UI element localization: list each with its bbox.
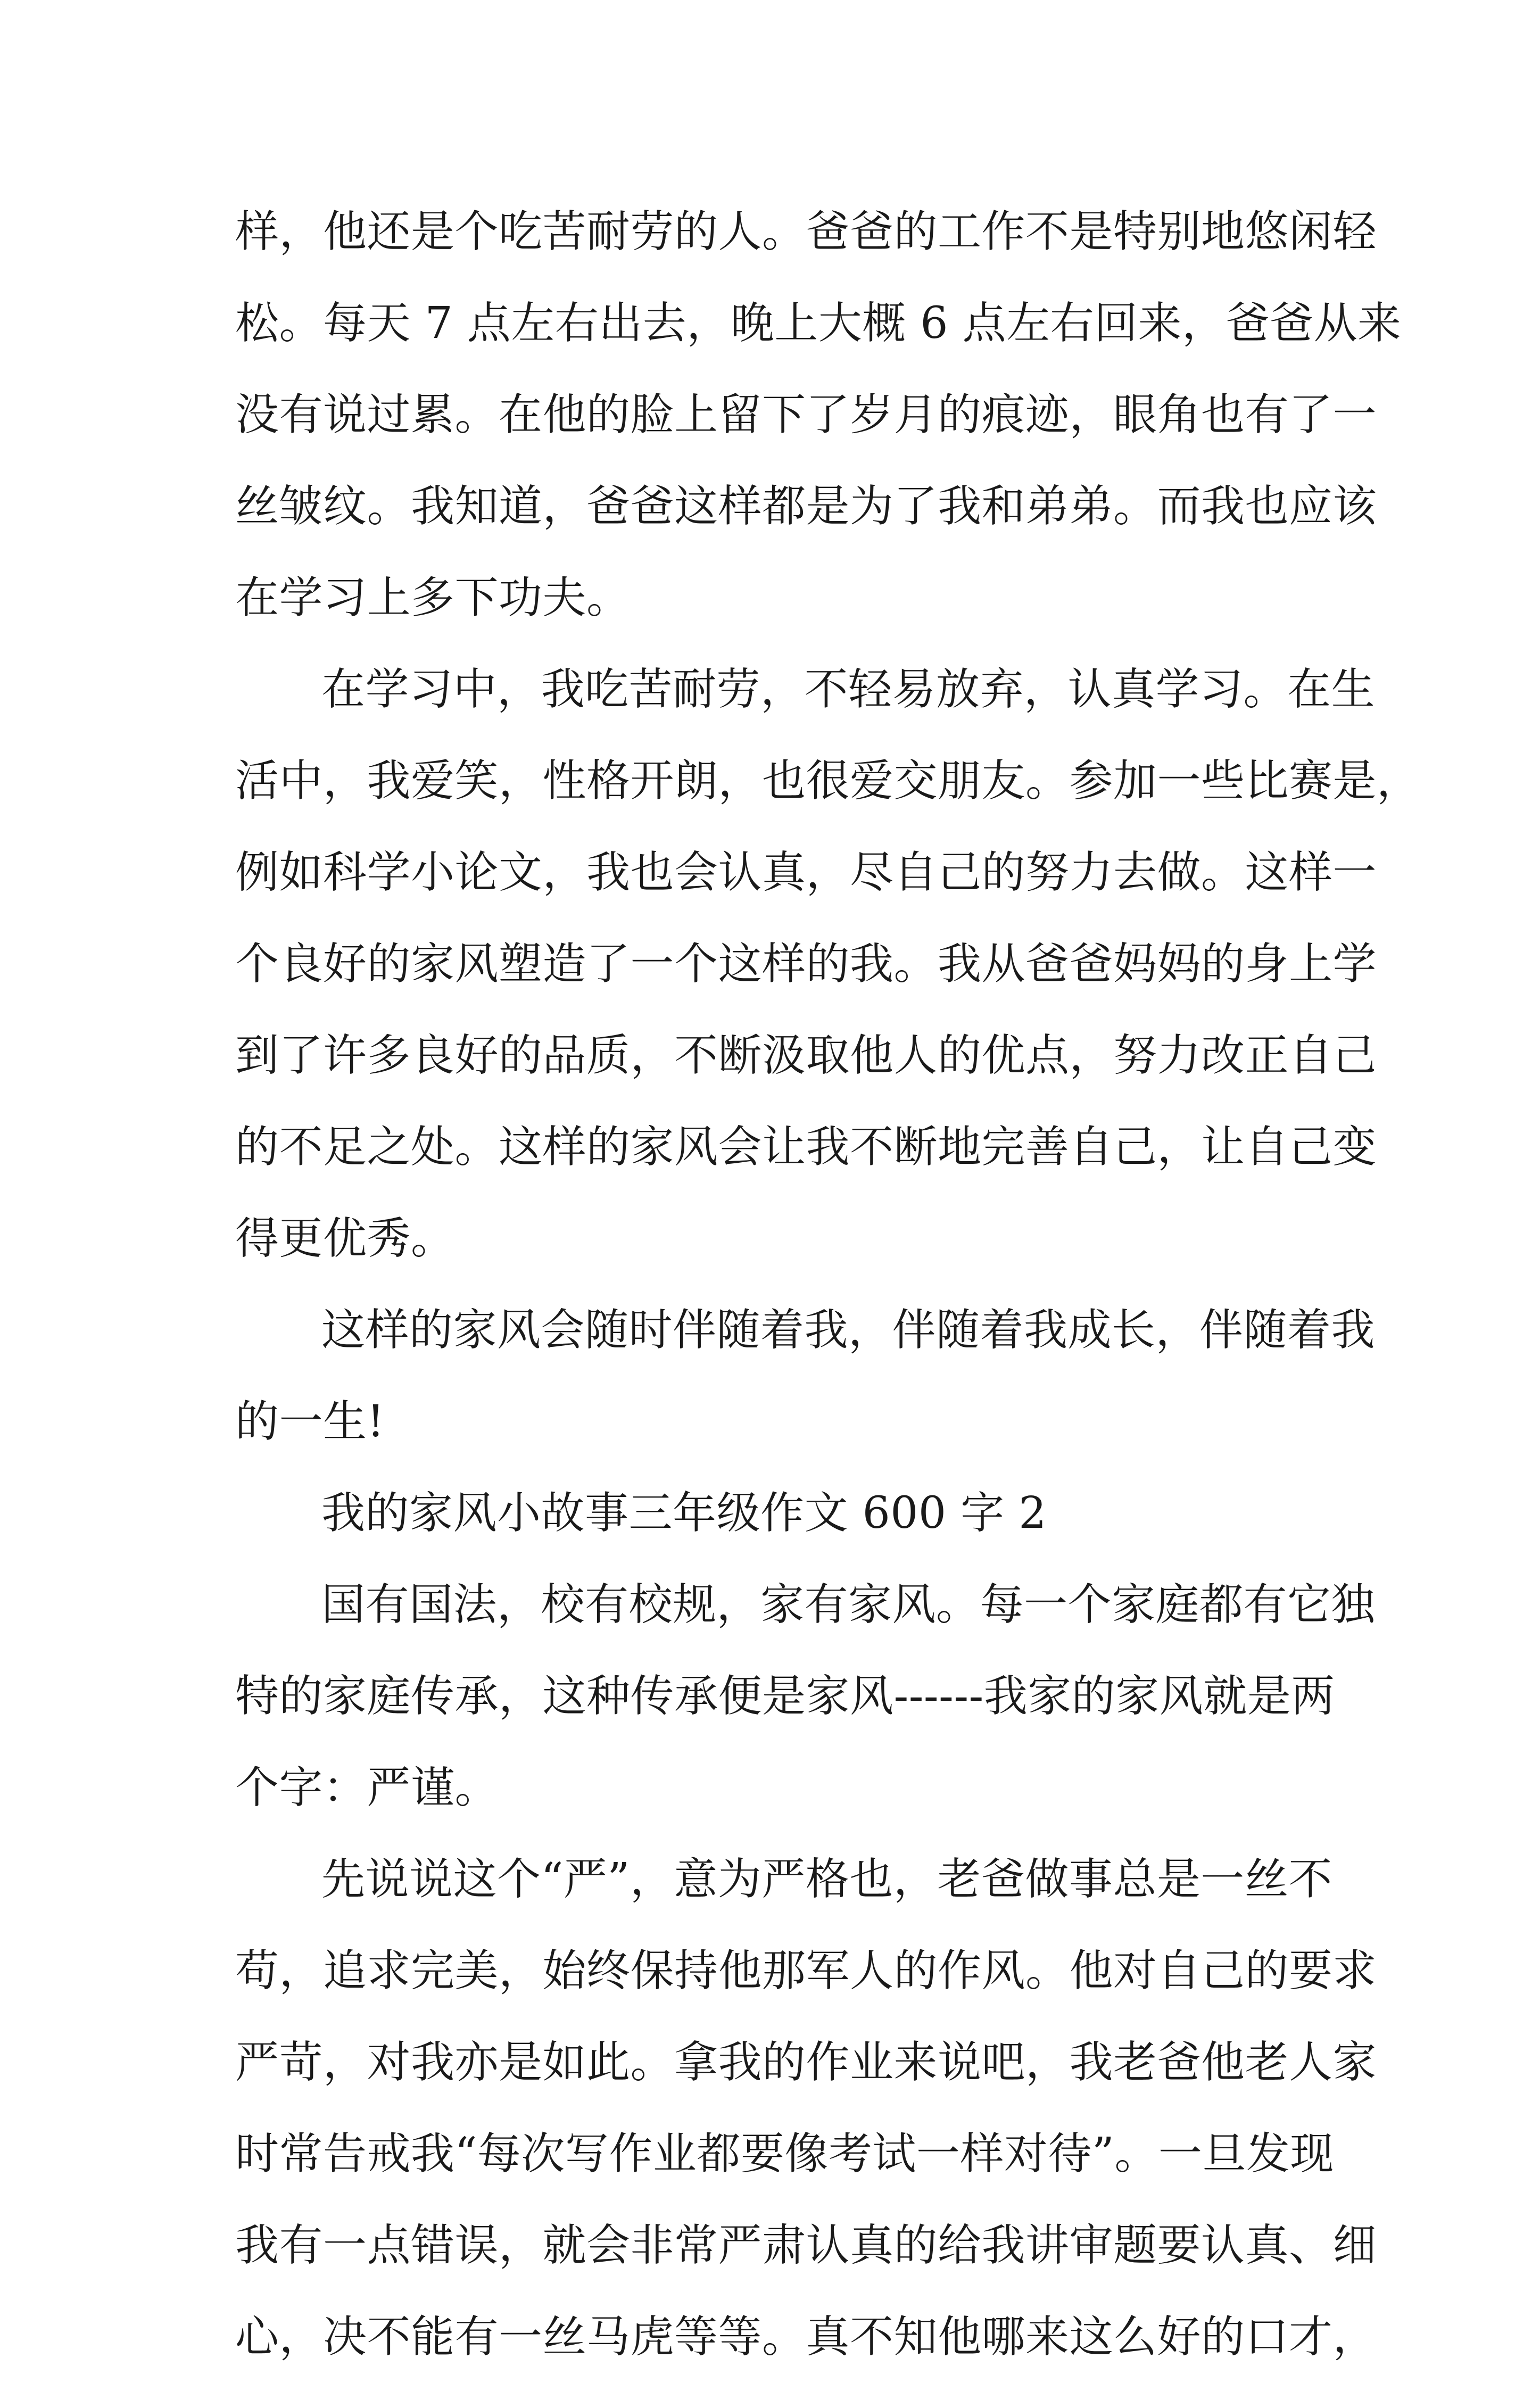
- section-heading: 我的家风小故事三年级作文 600 字 2: [321, 1488, 1047, 1538]
- text-line: 例如科学小论文，我也会认真，尽自己的努力去做。这样一: [235, 847, 1377, 898]
- paragraph-start-line: 这样的家风会随时伴随着我，伴随着我成长，伴随着我: [321, 1305, 1376, 1355]
- text-line: 的不足之处。这样的家风会让我不断地完善自己，让自己变: [235, 1122, 1377, 1172]
- text-line: 在学习上多下功夫。: [235, 573, 631, 623]
- text-line: 心，决不能有一丝马虎等等。真不知他哪来这么好的口才，: [235, 2312, 1377, 2362]
- text-line: 样，他还是个吃苦耐劳的人。爸爸的工作不是特别地悠闲轻: [235, 206, 1377, 257]
- text-line: 苟，追求完美，始终保持他那军人的作风。他对自己的要求: [235, 1946, 1377, 1996]
- text-line: 到了许多良好的品质，不断汲取他人的优点，努力改正自己: [235, 1030, 1377, 1081]
- text-line: 我有一点错误，就会非常严肃认真的给我讲审题要认真、细: [235, 2220, 1377, 2271]
- text-line: 活中，我爱笑，性格开朗，也很爱交朋友。参加一些比赛是，: [235, 756, 1421, 806]
- text-line: 个字：严谨。: [235, 1763, 499, 1813]
- text-line: 时常告戒我“每次写作业都要像考试一样对待”。一旦发现: [235, 2129, 1334, 2179]
- text-line: 个良好的家风塑造了一个这样的我。我从爸爸妈妈的身上学: [235, 939, 1377, 989]
- text-line: 松。每天 7 点左右出去，晚上大概 6 点左右回来，爸爸从来: [235, 298, 1402, 349]
- paragraph-start-line: 先说说这个“严”，意为严格也，老爸做事总是一丝不: [321, 1854, 1332, 1905]
- text-line: 丝皱纹。我知道，爸爸这样都是为了我和弟弟。而我也应该: [235, 481, 1377, 532]
- text-line: 严苛，对我亦是如此。拿我的作业来说吧，我老爸他老人家: [235, 2037, 1377, 2088]
- text-line: 没有说过累。在他的脸上留下了岁月的痕迹，眼角也有了一: [235, 390, 1377, 440]
- body-text: [235, 186, 1421, 2383]
- paragraph-start-line: 国有国法，校有校规，家有家风。每一个家庭都有它独: [321, 1579, 1376, 1630]
- paragraph-start-line: 在学习中，我吃苦耐劳，不轻易放弃，认真学习。在生: [321, 664, 1376, 715]
- text-line: 特的家庭传承，这种传承便是家风------我家的家风就是两: [235, 1671, 1335, 1722]
- text-line: 得更优秀。: [235, 1213, 455, 1264]
- text-line: 的一生!: [235, 1396, 385, 1447]
